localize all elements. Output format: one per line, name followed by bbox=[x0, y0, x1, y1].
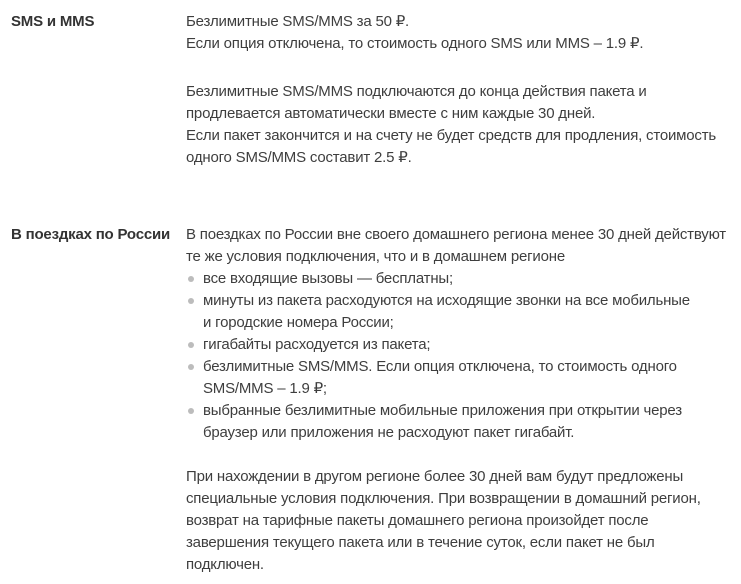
paragraph-line: одного SMS/MMS составит 2.5 ₽. bbox=[186, 149, 412, 166]
paragraph-line: завершения текущего пакета или в течение суток, если пакет не был bbox=[186, 534, 655, 551]
section-content bbox=[186, 224, 739, 576]
section-content bbox=[186, 11, 739, 169]
bullet-item-line: все входящие вызовы — бесплатны; bbox=[203, 270, 453, 287]
bullet-item-line: выбранные безлимитные мобильные приложения при открытии через bbox=[203, 402, 682, 419]
tariff-sections bbox=[11, 11, 739, 576]
paragraph-line: те же условия подключения, что и в домашнем регионе bbox=[186, 248, 565, 265]
bullet-item-line: и городские номера России; bbox=[203, 314, 394, 331]
bullet-item-line: минуты из пакета расходуются на исходящие звонки на все мобильные bbox=[203, 292, 690, 309]
bullet-item bbox=[186, 334, 739, 356]
paragraph-line: Безлимитные SMS/MMS за 50 ₽. bbox=[186, 13, 410, 30]
section-label: В поездках по России bbox=[11, 226, 171, 243]
paragraph-line: продлевается автоматически вместе с ним каждые 30 дней. bbox=[186, 105, 596, 122]
paragraph-line: Безлимитные SMS/MMS подключаются до конца действия пакета и bbox=[186, 83, 647, 100]
paragraph bbox=[186, 81, 739, 169]
bullet-dot-icon bbox=[188, 342, 194, 348]
paragraph-line: Если пакет закончится и на счету не будет средств для продления, стоимость bbox=[186, 127, 717, 144]
paragraph-line: При нахождении в другом регионе более 30 дней вам будут предложены bbox=[186, 468, 684, 485]
bullet-item-line: SMS/MMS – 1.9 ₽; bbox=[203, 380, 327, 397]
paragraph bbox=[186, 224, 739, 268]
paragraph-line: возврат на тарифные пакеты домашнего региона произойдет после bbox=[186, 512, 649, 529]
section-label: SMS и MMS bbox=[11, 13, 95, 30]
bullet-dot-icon bbox=[188, 408, 194, 414]
paragraph-line: Если опция отключена, то стоимость одного SMS или MMS – 1.9 ₽. bbox=[186, 35, 644, 52]
tariff-section bbox=[11, 224, 739, 576]
bullet-dot-icon bbox=[188, 364, 194, 370]
paragraph-line: В поездках по России вне своего домашнего региона менее 30 дней действуют bbox=[186, 226, 726, 243]
bullet-item bbox=[186, 290, 739, 334]
paragraph-line: специальные условия подключения. При возвращении в домашний регион, bbox=[186, 490, 701, 507]
bullet-dot-icon bbox=[188, 276, 194, 282]
bullet-item bbox=[186, 268, 739, 290]
bullet-item bbox=[186, 400, 739, 444]
bullet-item-line: браузер или приложения не расходуют пакет гигабайт. bbox=[203, 424, 575, 441]
bullet-list bbox=[186, 268, 739, 444]
bullet-item bbox=[186, 356, 739, 400]
tariff-section bbox=[11, 11, 739, 169]
bullet-dot-icon bbox=[188, 298, 194, 304]
bullet-item-line: безлимитные SMS/MMS. Если опция отключена, то стоимость одного bbox=[203, 358, 677, 375]
bullet-item-line: гигабайты расходуется из пакета; bbox=[203, 336, 431, 353]
paragraph bbox=[186, 11, 739, 55]
paragraph bbox=[186, 466, 739, 576]
paragraph-line: подключен. bbox=[186, 556, 264, 573]
